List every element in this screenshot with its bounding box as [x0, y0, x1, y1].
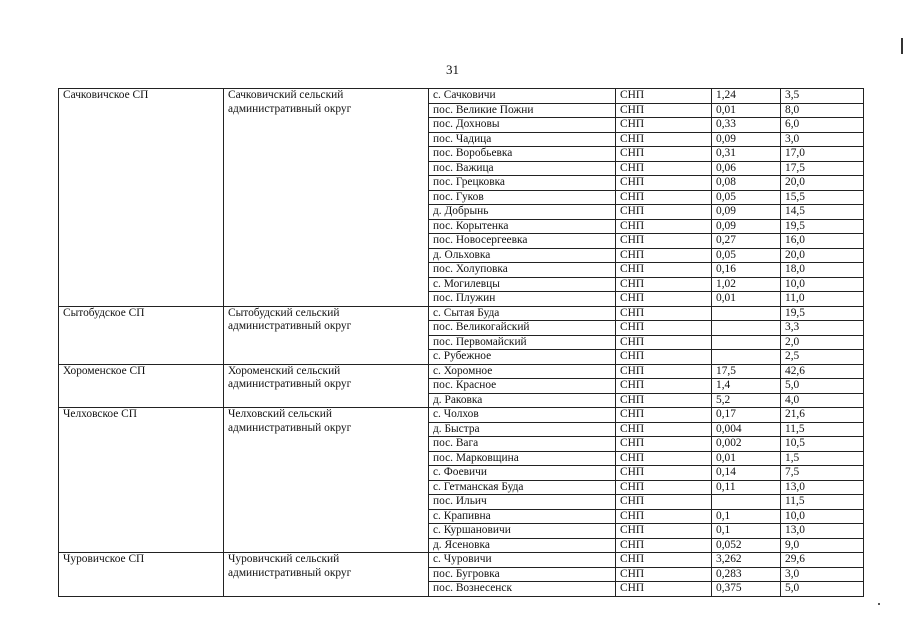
value-b-cell: 10,0 — [781, 277, 864, 292]
value-b-cell: 3,5 — [781, 89, 864, 104]
value-b-cell: 3,0 — [781, 132, 864, 147]
value-a-cell: 0,06 — [712, 161, 781, 176]
value-a-cell: 0,1 — [712, 524, 781, 539]
value-b-cell: 13,0 — [781, 524, 864, 539]
value-a-cell: 1,4 — [712, 379, 781, 394]
value-a-cell — [712, 335, 781, 350]
value-a-cell — [712, 495, 781, 510]
settlement-type-cell: СНП — [616, 509, 712, 524]
value-a-cell — [712, 350, 781, 365]
value-a-cell: 0,16 — [712, 263, 781, 278]
value-a-cell: 1,02 — [712, 277, 781, 292]
value-b-cell: 2,5 — [781, 350, 864, 365]
settlement-name-cell: пос. Марковщина — [429, 451, 616, 466]
settlement-type-cell: СНП — [616, 466, 712, 481]
value-b-cell: 3,0 — [781, 567, 864, 582]
settlement-type-cell: СНП — [616, 292, 712, 307]
value-b-cell: 15,5 — [781, 190, 864, 205]
settlement-name-cell: пос. Великие Пожни — [429, 103, 616, 118]
settlement-type-cell: СНП — [616, 538, 712, 553]
scan-edge-mark — [901, 38, 903, 54]
settlement-name-cell: пос. Гуков — [429, 190, 616, 205]
administrative-okrug-cell: Хороменский сельский административный округ — [224, 364, 429, 408]
settlement-name-cell: пос. Ильич — [429, 495, 616, 510]
settlement-name-cell: с. Рубежное — [429, 350, 616, 365]
value-a-cell: 0,05 — [712, 190, 781, 205]
settlement-name-cell: пос. Новосергеевка — [429, 234, 616, 249]
page-number: 31 — [446, 62, 459, 77]
settlement-type-cell: СНП — [616, 219, 712, 234]
settlement-name-cell: пос. Дохновы — [429, 118, 616, 133]
settlement-type-cell: СНП — [616, 306, 712, 321]
settlement-name-cell: пос. Вага — [429, 437, 616, 452]
value-b-cell: 16,0 — [781, 234, 864, 249]
value-a-cell — [712, 321, 781, 336]
value-a-cell: 0,283 — [712, 567, 781, 582]
settlement-type-cell: СНП — [616, 234, 712, 249]
settlement-name-cell: д. Добрынь — [429, 205, 616, 220]
value-a-cell: 0,09 — [712, 219, 781, 234]
value-b-cell: 17,5 — [781, 161, 864, 176]
settlement-type-cell: СНП — [616, 132, 712, 147]
value-b-cell: 29,6 — [781, 553, 864, 568]
settlement-name-cell: с. Фоевичи — [429, 466, 616, 481]
settlement-type-cell: СНП — [616, 379, 712, 394]
settlement-type-cell: СНП — [616, 437, 712, 452]
settlement-municipality-cell: Сачковичское СП — [59, 89, 224, 307]
settlement-type-cell: СНП — [616, 567, 712, 582]
settlement-type-cell: СНП — [616, 277, 712, 292]
table-row — [59, 89, 864, 104]
value-a-cell: 3,262 — [712, 553, 781, 568]
settlement-name-cell: пос. Первомайский — [429, 335, 616, 350]
value-a-cell: 17,5 — [712, 364, 781, 379]
value-a-cell: 0,11 — [712, 480, 781, 495]
settlement-name-cell: с. Гетманская Буда — [429, 480, 616, 495]
settlement-type-cell: СНП — [616, 263, 712, 278]
settlement-type-cell: СНП — [616, 364, 712, 379]
value-a-cell: 0,31 — [712, 147, 781, 162]
settlement-type-cell: СНП — [616, 495, 712, 510]
value-b-cell: 9,0 — [781, 538, 864, 553]
value-b-cell: 20,0 — [781, 176, 864, 191]
value-b-cell: 19,5 — [781, 219, 864, 234]
settlement-name-cell: пос. Воробьевка — [429, 147, 616, 162]
settlement-name-cell: пос. Корытенка — [429, 219, 616, 234]
value-a-cell: 0,09 — [712, 132, 781, 147]
administrative-okrug-cell: Сачковичский сельский административный округ — [224, 89, 429, 307]
value-b-cell: 5,0 — [781, 582, 864, 597]
settlement-name-cell: с. Хоромное — [429, 364, 616, 379]
settlement-name-cell: пос. Вознесенск — [429, 582, 616, 597]
value-b-cell: 11,5 — [781, 422, 864, 437]
value-a-cell: 0,01 — [712, 103, 781, 118]
value-b-cell: 3,3 — [781, 321, 864, 336]
value-a-cell: 0,09 — [712, 205, 781, 220]
settlement-name-cell: с. Сачковичи — [429, 89, 616, 104]
settlement-municipality-cell: Челховское СП — [59, 408, 224, 553]
settlement-name-cell: пос. Холуповка — [429, 263, 616, 278]
settlement-name-cell: с. Чуровичи — [429, 553, 616, 568]
settlement-type-cell: СНП — [616, 89, 712, 104]
settlement-type-cell: СНП — [616, 408, 712, 423]
settlement-name-cell: с. Могилевцы — [429, 277, 616, 292]
settlement-municipality-cell: Хороменское СП — [59, 364, 224, 408]
value-a-cell: 0,27 — [712, 234, 781, 249]
settlement-name-cell: пос. Грецковка — [429, 176, 616, 191]
settlement-name-cell: с. Сытая Буда — [429, 306, 616, 321]
settlement-name-cell: д. Ольховка — [429, 248, 616, 263]
value-b-cell: 4,0 — [781, 393, 864, 408]
value-b-cell: 17,0 — [781, 147, 864, 162]
settlement-type-cell: СНП — [616, 422, 712, 437]
value-a-cell: 0,01 — [712, 451, 781, 466]
settlement-name-cell: пос. Важица — [429, 161, 616, 176]
scan-dot-mark — [878, 603, 880, 605]
settlement-type-cell: СНП — [616, 480, 712, 495]
settlement-type-cell: СНП — [616, 190, 712, 205]
value-b-cell: 6,0 — [781, 118, 864, 133]
value-b-cell: 21,6 — [781, 408, 864, 423]
value-b-cell: 11,5 — [781, 495, 864, 510]
settlement-municipality-cell: Чуровичское СП — [59, 553, 224, 597]
settlement-name-cell: с. Крапивна — [429, 509, 616, 524]
settlement-municipality-cell: Сытобудское СП — [59, 306, 224, 364]
value-a-cell: 0,08 — [712, 176, 781, 191]
settlement-name-cell: д. Быстра — [429, 422, 616, 437]
settlement-type-cell: СНП — [616, 205, 712, 220]
value-b-cell: 13,0 — [781, 480, 864, 495]
settlement-name-cell: пос. Бугровка — [429, 567, 616, 582]
value-a-cell: 0,17 — [712, 408, 781, 423]
settlement-type-cell: СНП — [616, 248, 712, 263]
settlement-name-cell: пос. Плужин — [429, 292, 616, 307]
value-b-cell: 11,0 — [781, 292, 864, 307]
value-a-cell — [712, 306, 781, 321]
value-a-cell: 0,004 — [712, 422, 781, 437]
settlement-type-cell: СНП — [616, 147, 712, 162]
administrative-okrug-cell: Чуровичский сельский административный округ — [224, 553, 429, 597]
table-row — [59, 408, 864, 423]
settlement-name-cell: пос. Великогайский — [429, 321, 616, 336]
table-row — [59, 553, 864, 568]
table-row — [59, 364, 864, 379]
settlement-type-cell: СНП — [616, 103, 712, 118]
settlement-name-cell: с. Чолхов — [429, 408, 616, 423]
settlement-name-cell: пос. Красное — [429, 379, 616, 394]
settlement-type-cell: СНП — [616, 582, 712, 597]
settlement-name-cell: пос. Чадица — [429, 132, 616, 147]
value-a-cell: 0,14 — [712, 466, 781, 481]
settlement-type-cell: СНП — [616, 335, 712, 350]
settlement-name-cell: д. Ясеновка — [429, 538, 616, 553]
settlement-type-cell: СНП — [616, 161, 712, 176]
settlement-name-cell: с. Куршановичи — [429, 524, 616, 539]
value-a-cell: 0,33 — [712, 118, 781, 133]
settlement-type-cell: СНП — [616, 524, 712, 539]
table-row — [59, 306, 864, 321]
value-b-cell: 20,0 — [781, 248, 864, 263]
value-b-cell: 19,5 — [781, 306, 864, 321]
administrative-okrug-cell: Челховский сельский административный округ — [224, 408, 429, 553]
settlement-type-cell: СНП — [616, 451, 712, 466]
value-a-cell: 5,2 — [712, 393, 781, 408]
settlement-type-cell: СНП — [616, 350, 712, 365]
value-a-cell: 1,24 — [712, 89, 781, 104]
settlements-table — [58, 88, 864, 597]
settlement-type-cell: СНП — [616, 393, 712, 408]
value-a-cell: 0,002 — [712, 437, 781, 452]
table-body — [59, 89, 864, 597]
value-b-cell: 5,0 — [781, 379, 864, 394]
value-a-cell: 0,01 — [712, 292, 781, 307]
settlement-type-cell: СНП — [616, 553, 712, 568]
value-b-cell: 8,0 — [781, 103, 864, 118]
value-a-cell: 0,05 — [712, 248, 781, 263]
value-b-cell: 10,0 — [781, 509, 864, 524]
value-b-cell: 2,0 — [781, 335, 864, 350]
settlement-type-cell: СНП — [616, 321, 712, 336]
value-b-cell: 42,6 — [781, 364, 864, 379]
value-b-cell: 1,5 — [781, 451, 864, 466]
value-a-cell: 0,375 — [712, 582, 781, 597]
value-a-cell: 0,1 — [712, 509, 781, 524]
settlement-type-cell: СНП — [616, 176, 712, 191]
value-b-cell: 14,5 — [781, 205, 864, 220]
value-a-cell: 0,052 — [712, 538, 781, 553]
value-b-cell: 7,5 — [781, 466, 864, 481]
value-b-cell: 18,0 — [781, 263, 864, 278]
value-b-cell: 10,5 — [781, 437, 864, 452]
settlement-type-cell: СНП — [616, 118, 712, 133]
settlement-name-cell: д. Раковка — [429, 393, 616, 408]
administrative-okrug-cell: Сытобудский сельский административный округ — [224, 306, 429, 364]
